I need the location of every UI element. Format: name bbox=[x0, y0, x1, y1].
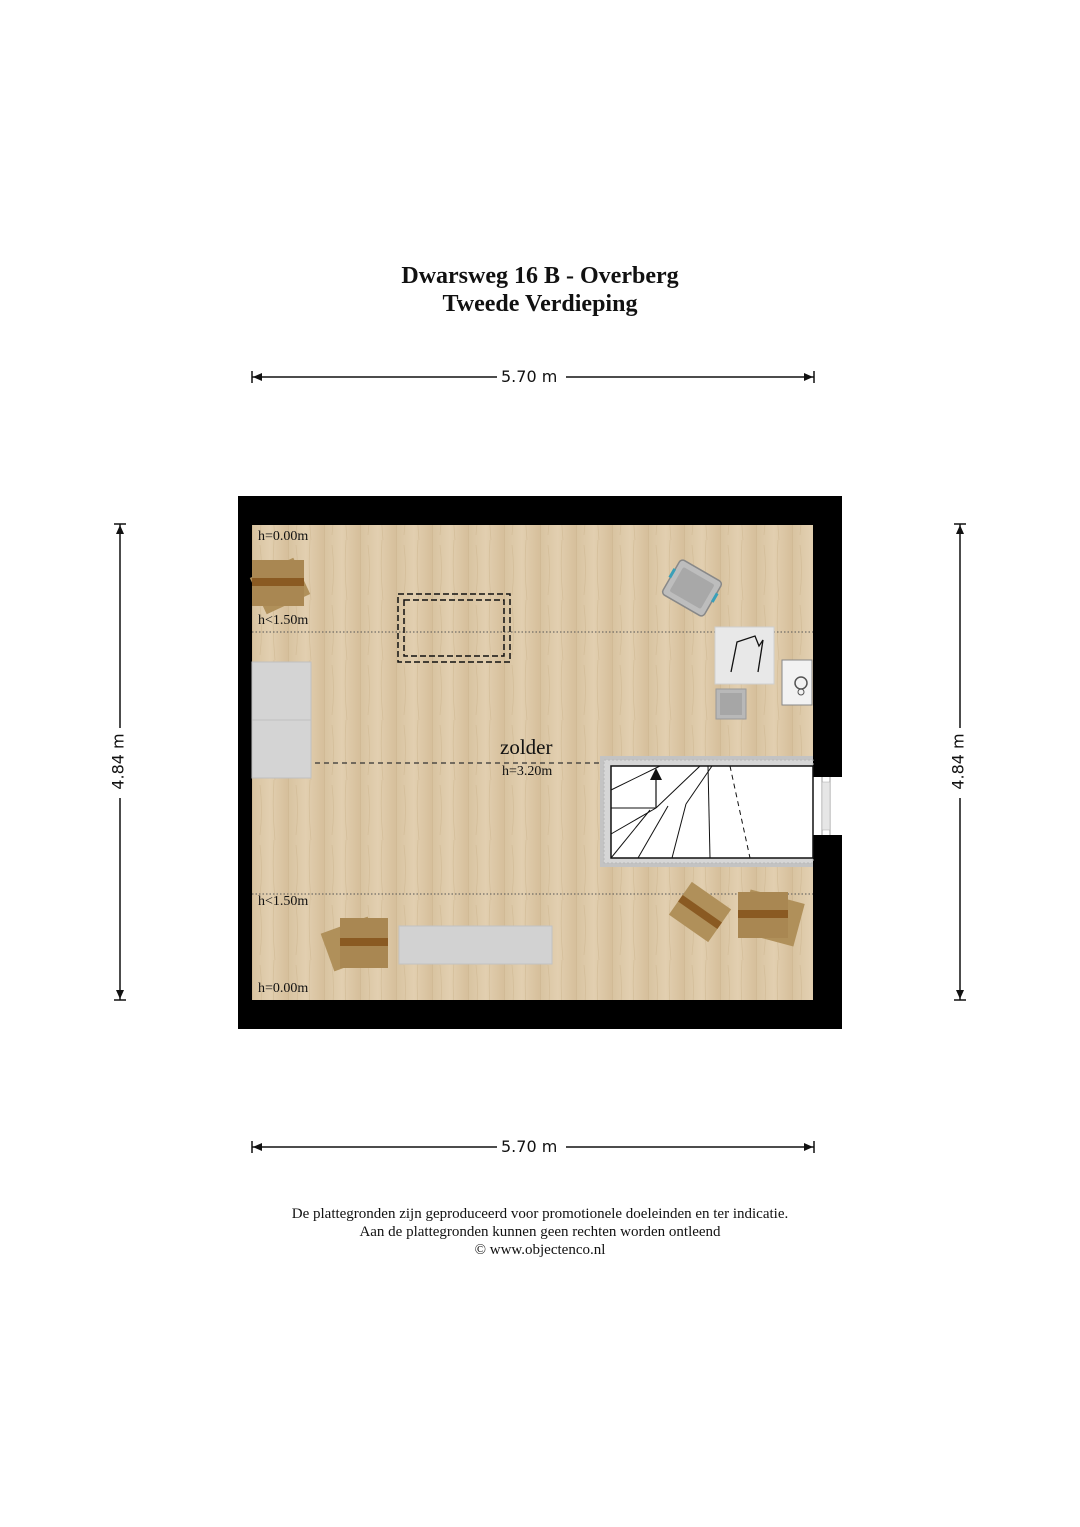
height-label-right: 4.84 m bbox=[949, 729, 968, 793]
staircase bbox=[600, 756, 813, 867]
height-marker-top-edge: h=0.00m bbox=[258, 529, 309, 544]
washing-machine bbox=[715, 627, 774, 684]
storage-cabinet-left bbox=[252, 662, 311, 778]
disclaimer-line-2: Aan de plattegronden kunnen geen rechten worden ontleend bbox=[359, 1224, 721, 1240]
width-label-bottom: 5.70 m bbox=[497, 1137, 561, 1156]
copyright-line: © www.objectenco.nl bbox=[474, 1242, 606, 1258]
height-marker-bottom-slope: h<1.50m bbox=[258, 894, 309, 909]
room-name: zolder bbox=[500, 735, 553, 759]
window bbox=[813, 777, 842, 835]
cardboard-box-top-left bbox=[250, 558, 310, 615]
boiler bbox=[782, 660, 812, 705]
height-marker-top-slope: h<1.50m bbox=[258, 613, 309, 628]
width-label-top: 5.70 m bbox=[497, 367, 561, 386]
room-height: h=3.20m bbox=[502, 764, 553, 779]
disclaimer-line-1: De plattegronden zijn geproduceerd voor promotionele doeleinden en ter indicatie. bbox=[291, 1206, 789, 1222]
small-stool bbox=[716, 689, 746, 719]
height-label-left: 4.84 m bbox=[109, 729, 128, 793]
plan-subtitle: Tweede Verdieping bbox=[442, 291, 638, 317]
height-marker-bottom-edge: h=0.00m bbox=[258, 981, 309, 996]
plan-title: Dwarsweg 16 B - Overberg bbox=[401, 263, 679, 289]
bench bbox=[399, 926, 552, 964]
